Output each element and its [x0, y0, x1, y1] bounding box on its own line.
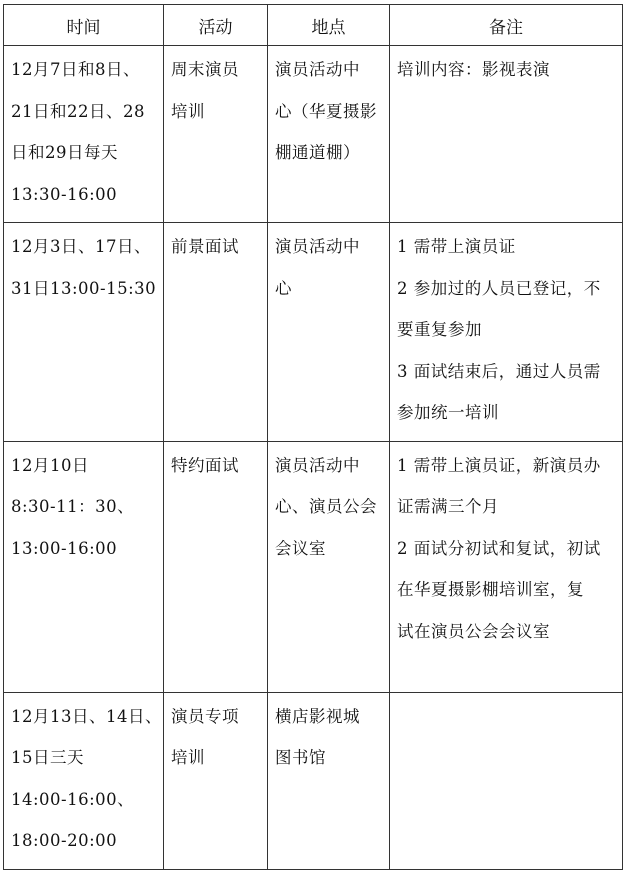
note-line: 参加统一培训 [397, 403, 499, 422]
activity-cell [164, 692, 268, 869]
time-line: 18:00-20:00 [11, 831, 118, 850]
note-line: 2 参加过的人员已登记，不 [397, 278, 601, 298]
location-line: 演员活动中 [275, 455, 360, 475]
time-cell [4, 441, 164, 692]
location-line: 棚通道棚） [275, 143, 360, 162]
note-line: 1 需带上演员证 [397, 237, 516, 256]
note-cell [390, 441, 623, 692]
location-line: 演员活动中 [275, 60, 360, 79]
note-line: 在华夏摄影棚培训室，复 [397, 580, 584, 599]
time-line: 13:30-16:00 [11, 184, 118, 204]
header-location: 地点 [268, 5, 390, 46]
location-cell [268, 223, 390, 442]
location-line: 会议室 [275, 538, 326, 558]
location-line: 心、演员公会 [275, 497, 377, 516]
activity-line: 前景面试 [171, 237, 239, 256]
activity-line: 培训 [171, 748, 205, 767]
note-cell [390, 692, 623, 869]
note-line: 证需满三个月 [397, 497, 499, 516]
location-line: 横店影视城 [275, 706, 360, 726]
header-time: 时间 [4, 5, 164, 46]
activity-line: 周末演员 [171, 60, 239, 79]
table-row [4, 692, 623, 869]
activity-cell [164, 441, 268, 692]
time-line: 15日三天 [11, 748, 84, 767]
schedule-table [3, 4, 623, 870]
header-activity: 活动 [164, 5, 268, 46]
table-row [4, 223, 623, 442]
time-line: 13:00-16:00 [11, 538, 118, 558]
activity-line: 特约面试 [171, 455, 239, 475]
time-line: 12月7日和8日、 [11, 60, 140, 79]
header-note: 备注 [390, 5, 623, 46]
note-line: 试在演员公会会议室 [397, 621, 550, 641]
note-line: 要重复参加 [397, 320, 482, 339]
location-line: 心（华夏摄影 [275, 101, 377, 121]
time-line: 8:30-11：30、 [11, 497, 135, 516]
time-line: 31日13:00-15:30 [11, 278, 157, 298]
note-line: 1 需带上演员证，新演员办 [397, 455, 601, 475]
time-cell [4, 46, 164, 223]
note-line: 3 面试结束后，通过人员需 [397, 361, 601, 381]
note-line: 2 面试分初试和复试，初试 [397, 538, 601, 558]
location-line: 心 [275, 278, 292, 298]
note-cell [390, 46, 623, 223]
location-cell [268, 692, 390, 869]
time-line: 21日和22日、28 [11, 101, 145, 121]
time-line: 日和29日每天 [11, 143, 118, 162]
location-line: 图书馆 [275, 748, 326, 767]
activity-line: 演员专项 [171, 706, 239, 726]
location-cell [268, 441, 390, 692]
time-cell [4, 692, 164, 869]
time-line: 12月3日、17日、 [11, 237, 151, 256]
time-line: 14:00-16:00、 [11, 789, 135, 809]
location-line: 演员活动中 [275, 237, 360, 256]
activity-line: 培训 [171, 101, 205, 121]
time-line: 12月13日、14日、 [11, 706, 162, 726]
location-cell [268, 46, 390, 223]
table-row [4, 441, 623, 692]
activity-cell [164, 223, 268, 442]
time-cell [4, 223, 164, 442]
note-line: 培训内容：影视表演 [397, 60, 550, 79]
note-cell [390, 223, 623, 442]
time-line: 12月10日 [11, 455, 89, 475]
table-row [4, 46, 623, 223]
activity-cell [164, 46, 268, 223]
header-row [4, 5, 623, 46]
